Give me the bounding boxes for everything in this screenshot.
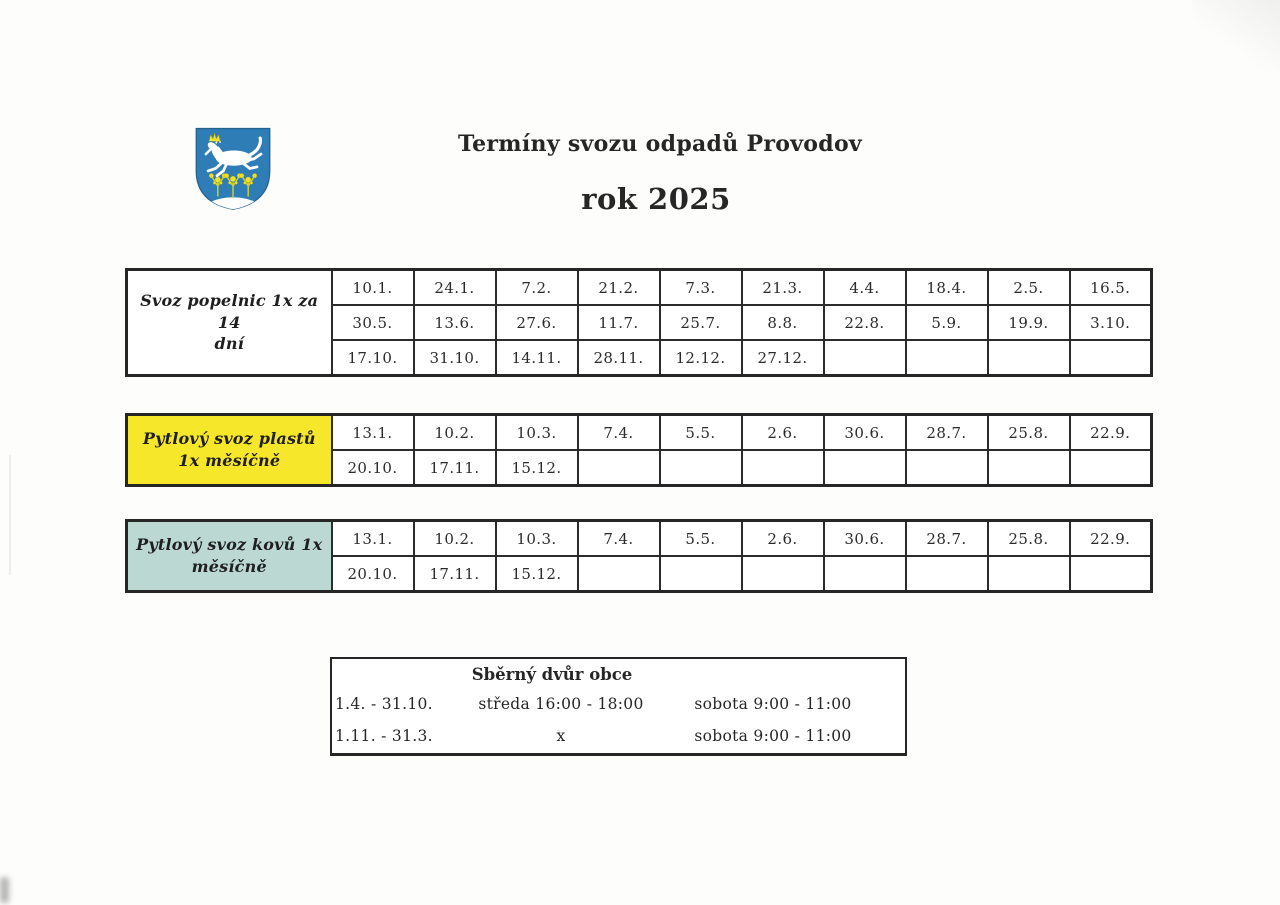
collection-yard-row-summer — [332, 688, 905, 720]
date-cell — [742, 450, 824, 486]
date-cell: 22.9. — [1070, 521, 1152, 557]
date-cell: 28.11. — [578, 340, 660, 376]
table-pytlovy-svoz-plastu — [125, 413, 1153, 487]
date-cell — [660, 556, 742, 592]
date-cell — [988, 556, 1070, 592]
date-cell: 30.6. — [824, 415, 906, 451]
date-cell: 22.9. — [1070, 415, 1152, 451]
date-cell: 25.8. — [988, 521, 1070, 557]
date-cell: 27.12. — [742, 340, 824, 376]
date-cell — [742, 556, 824, 592]
date-cell — [824, 556, 906, 592]
date-cell — [1070, 556, 1152, 592]
date-cell: 7.2. — [496, 270, 578, 306]
collection-yard-title: Sběrný dvůr obce — [471, 665, 633, 684]
date-cell — [988, 450, 1070, 486]
date-cell: 4.4. — [824, 270, 906, 306]
date-cell: 24.1. — [414, 270, 496, 306]
table-label-line: dní — [214, 334, 244, 354]
date-cell: 5.5. — [660, 521, 742, 557]
date-cell: 10.1. — [332, 270, 414, 306]
date-cell: 2.6. — [742, 415, 824, 451]
date-cell: 27.6. — [496, 305, 578, 340]
document-title: Termíny svozu odpadů Provodov — [457, 131, 863, 157]
svoz-popelnic-label — [127, 270, 332, 376]
collection-yard-table — [330, 657, 907, 756]
date-cell: 22.8. — [824, 305, 906, 340]
date-cell — [906, 340, 988, 376]
date-cell: 25.7. — [660, 305, 742, 340]
date-cell — [824, 450, 906, 486]
date-cell: 10.2. — [414, 521, 496, 557]
table-label-line: Svoz popelnic 1x za 14 — [140, 291, 319, 332]
date-cell — [578, 556, 660, 592]
date-cell: 5.5. — [660, 415, 742, 451]
period-label: 1.4. - 31.10. — [335, 695, 433, 713]
date-cell: 11.7. — [578, 305, 660, 340]
date-cell: 13.1. — [332, 415, 414, 451]
date-cell: 2.5. — [988, 270, 1070, 306]
date-cell — [906, 450, 988, 486]
date-cell: 8.8. — [742, 305, 824, 340]
date-cell: 17.11. — [414, 556, 496, 592]
date-cell — [988, 340, 1070, 376]
date-cell — [1070, 450, 1152, 486]
date-cell — [906, 556, 988, 592]
date-cell: 2.6. — [742, 521, 824, 557]
date-cell — [824, 340, 906, 376]
date-cell: 7.4. — [578, 415, 660, 451]
date-cell: 14.11. — [496, 340, 578, 376]
period-label: 1.11. - 31.3. — [335, 727, 433, 745]
table-label-line: 1x měsíčně — [178, 451, 281, 470]
date-cell — [1070, 340, 1152, 376]
date-cell: 28.7. — [906, 521, 988, 557]
weekday-hours: středa 16:00 - 18:00 — [478, 695, 644, 713]
date-cell: 10.3. — [496, 415, 578, 451]
table-svoz-popelnic — [125, 268, 1153, 377]
date-cell: 7.3. — [660, 270, 742, 306]
date-cell: 10.2. — [414, 415, 496, 451]
pytlovy-svoz-kovu-label — [127, 521, 332, 592]
table-pytlovy-svoz-kovu — [125, 519, 1153, 593]
saturday-hours: sobota 9:00 - 11:00 — [694, 727, 852, 745]
date-cell: 25.8. — [988, 415, 1070, 451]
date-cell: 13.6. — [414, 305, 496, 340]
date-cell: 19.9. — [988, 305, 1070, 340]
collection-yard-row-winter — [332, 720, 905, 752]
date-cell: 17.11. — [414, 450, 496, 486]
date-cell: 21.3. — [742, 270, 824, 306]
pytlovy-svoz-plastu-label — [127, 415, 332, 486]
date-cell: 15.12. — [496, 556, 578, 592]
document-year: rok 2025 — [581, 182, 731, 216]
date-cell — [578, 450, 660, 486]
weekday-hours: x — [556, 727, 566, 745]
date-cell: 13.1. — [332, 521, 414, 557]
date-cell: 28.7. — [906, 415, 988, 451]
date-cell: 21.2. — [578, 270, 660, 306]
date-cell: 30.5. — [332, 305, 414, 340]
date-cell: 5.9. — [906, 305, 988, 340]
scan-smudge-bottom-left — [0, 877, 9, 903]
date-cell — [660, 450, 742, 486]
date-cell: 20.10. — [332, 556, 414, 592]
date-cell: 10.3. — [496, 521, 578, 557]
date-cell: 3.10. — [1070, 305, 1152, 340]
date-cell: 20.10. — [332, 450, 414, 486]
table-label-line: Pytlový svoz plastů — [142, 429, 316, 449]
date-cell: 30.6. — [824, 521, 906, 557]
date-cell: 7.4. — [578, 521, 660, 557]
date-cell: 15.12. — [496, 450, 578, 486]
scan-shadow-top-right — [1192, 0, 1280, 72]
saturday-hours: sobota 9:00 - 11:00 — [694, 695, 852, 713]
date-cell: 16.5. — [1070, 270, 1152, 306]
date-cell: 12.12. — [660, 340, 742, 376]
scan-line-left — [9, 455, 11, 575]
table-label-line: Pytlový svoz kovů 1x — [136, 535, 323, 555]
date-cell: 31.10. — [414, 340, 496, 376]
date-cell: 18.4. — [906, 270, 988, 306]
date-cell: 17.10. — [332, 340, 414, 376]
table-label-line: měsíčně — [191, 557, 267, 576]
